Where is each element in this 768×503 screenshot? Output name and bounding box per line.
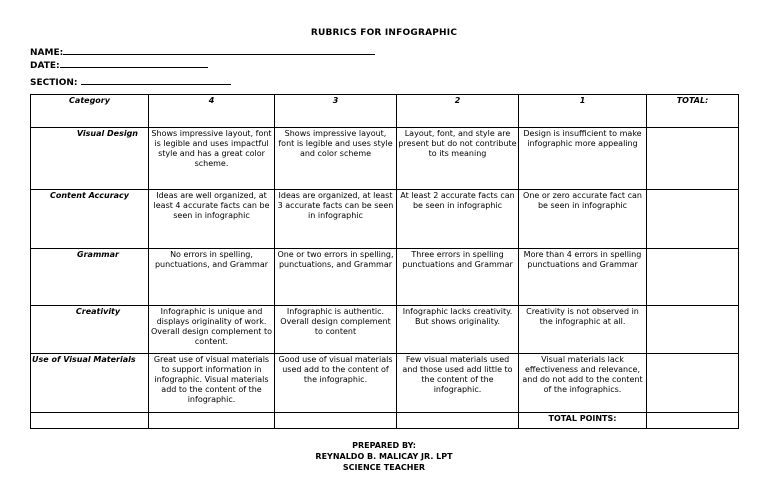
header-score-3: 3 [275, 95, 397, 128]
score-3-cell: Good use of visual materials used add to the content of the infographic. [275, 354, 397, 413]
table-row [31, 249, 739, 306]
name-field [30, 46, 375, 58]
header-score-4: 4 [149, 95, 275, 128]
score-2-cell: Layout, font, and style are present but do not contribute to its meaning [397, 128, 519, 190]
total-cell[interactable] [647, 190, 739, 249]
header-category: Category [31, 95, 149, 128]
table-row [31, 354, 739, 413]
score-2-cell: At least 2 accurate facts can be seen in infographic [397, 190, 519, 249]
score-4-cell: Shows impressive layout, font is legible and uses impactful style and has a great color scheme. [149, 128, 275, 190]
empty-cell [31, 413, 149, 429]
empty-cell [275, 413, 397, 429]
name-label: NAME: [30, 48, 64, 58]
score-2-cell: Infographic lacks creativity. But shows originality. [397, 306, 519, 354]
score-4-cell: No errors in spelling, punctuations, and Grammar [149, 249, 275, 306]
score-3-cell: Infographic is authentic. Overall design complement to content [275, 306, 397, 354]
score-2-cell: Few visual materials used and those used add little to the content of the infographic. [397, 354, 519, 413]
score-1-cell: Visual materials lack effectiveness and relevance, and do not add to the content of the infographics. [519, 354, 647, 413]
score-1-cell: Creativity is not observed in the infographic at all. [519, 306, 647, 354]
empty-cell [149, 413, 275, 429]
total-points-value[interactable] [647, 413, 739, 429]
header-score-1: 1 [519, 95, 647, 128]
score-1-cell: More than 4 errors in spelling punctuations and Grammar [519, 249, 647, 306]
rubric-table [30, 94, 739, 429]
category-cell: Use of Visual Materials [31, 354, 149, 413]
category-cell: Grammar [31, 249, 149, 306]
section-field [30, 76, 231, 88]
teacher-name: REYNALDO B. MALICAY JR. LPT [315, 452, 453, 461]
date-label: DATE: [30, 61, 60, 71]
total-cell[interactable] [647, 306, 739, 354]
section-label: SECTION: [30, 78, 78, 88]
score-4-cell: Great use of visual materials to support information in infographic. Visual materials add to the content of the infographic. [149, 354, 275, 413]
header-score-2: 2 [397, 95, 519, 128]
score-3-cell: One or two errors in spelling, punctuations, and Grammar [275, 249, 397, 306]
total-cell[interactable] [647, 354, 739, 413]
score-3-cell: Ideas are organized, at least 3 accurate facts can be seen in infographic [275, 190, 397, 249]
category-cell: Content Accuracy [31, 190, 149, 249]
score-2-cell: Three errors in spelling punctuations and Grammar [397, 249, 519, 306]
header-row [31, 95, 739, 128]
score-4-cell: Ideas are well organized, at least 4 accurate facts can be seen in infographic [149, 190, 275, 249]
score-4-cell: Infographic is unique and displays originality of work. Overall design complement to content. [149, 306, 275, 354]
category-cell: Visual Design [31, 128, 149, 190]
table-row [31, 128, 739, 190]
total-points-label: TOTAL POINTS: [519, 413, 647, 429]
category-cell: Creativity [31, 306, 149, 354]
prepared-by-label: PREPARED BY: [352, 441, 416, 450]
total-cell[interactable] [647, 128, 739, 190]
table-row [31, 190, 739, 249]
score-1-cell: One or zero accurate fact can be seen in infographic [519, 190, 647, 249]
table-row [31, 306, 739, 354]
total-points-row [31, 413, 739, 429]
document-title: RUBRICS FOR INFOGRAPHIC [310, 28, 458, 38]
section-blank-line[interactable] [81, 76, 231, 85]
empty-cell [397, 413, 519, 429]
prepared-by-block [0, 440, 768, 473]
date-blank-line[interactable] [60, 59, 208, 68]
total-cell[interactable] [647, 249, 739, 306]
score-3-cell: Shows impressive layout, font is legible and uses style and color scheme [275, 128, 397, 190]
score-1-cell: Design is insufficient to make infographic more appealing [519, 128, 647, 190]
header-total: TOTAL: [647, 95, 739, 128]
name-blank-line[interactable] [63, 46, 375, 55]
date-field [30, 59, 208, 71]
teacher-position: SCIENCE TEACHER [342, 463, 426, 472]
